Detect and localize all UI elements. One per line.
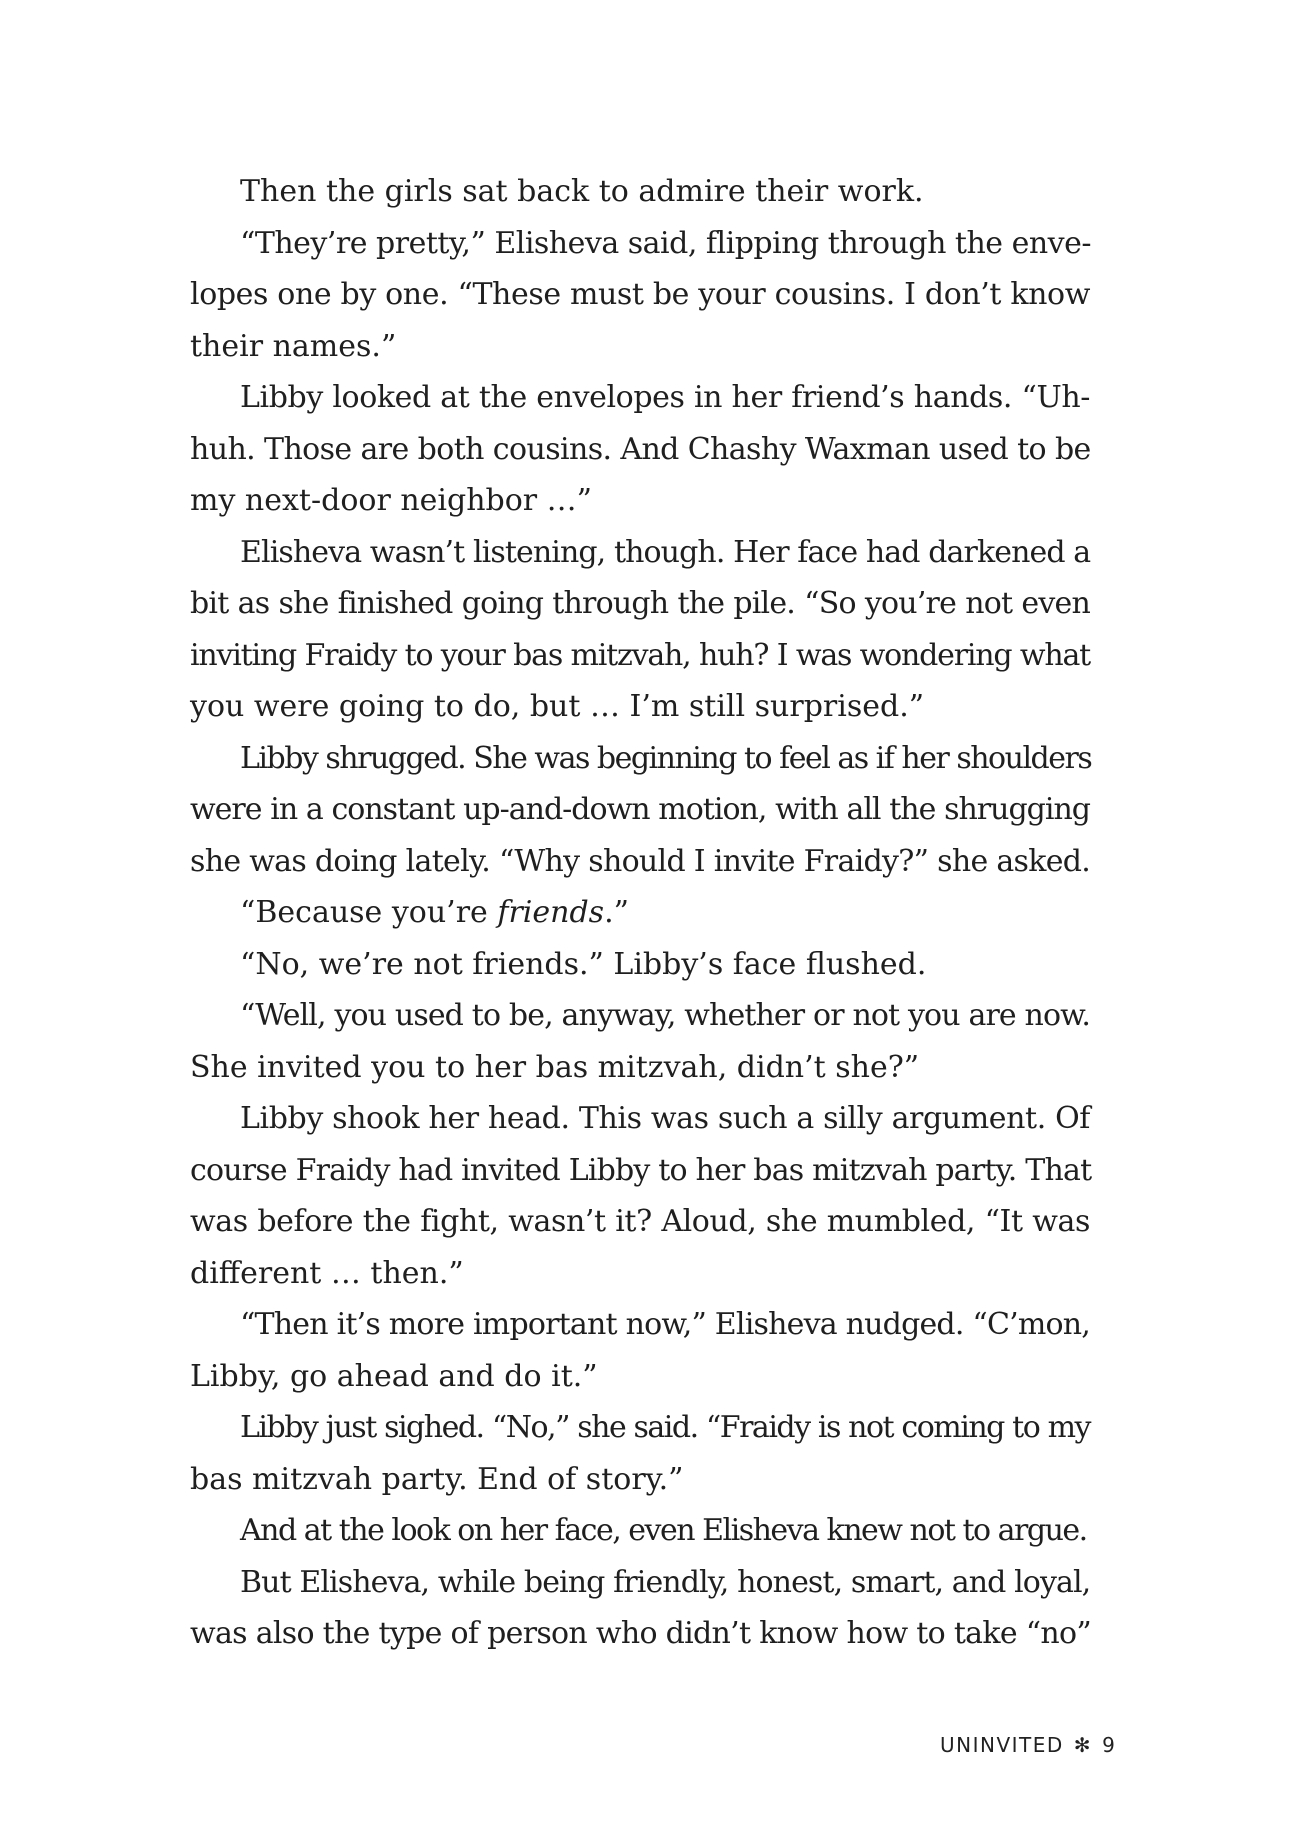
running-footer [940, 1733, 1117, 1757]
page-number: 9 [1102, 1733, 1117, 1757]
text-line: huh. Those are both cousins. And Chashy Waxman used to be [190, 431, 1091, 467]
text-line: bas mitzvah party. End of story.” [190, 1461, 684, 1497]
text-line: Libby looked at the envelopes in her friend’s hands. “Uh- [240, 380, 1090, 415]
text-line: Libby just sighed. “No,” she said. “Fraidy is not coming to my [240, 1410, 1090, 1445]
text-line: course Fraidy had invited Libby to her bas mitzvah party. That [190, 1152, 1092, 1188]
text-line: Then the girls sat back to admire their work. [240, 174, 924, 209]
text-line: their names.” [190, 328, 397, 364]
emphasis-text: friends [497, 895, 605, 930]
text-line: lopes one by one. “These must be your cousins. I don’t know [190, 277, 1090, 312]
text-line: Libby, go ahead and do it.” [190, 1358, 598, 1394]
text-line: “Then it’s more important now,” Elisheva nudged. “C’mon, [240, 1307, 1090, 1342]
text-line: bit as she finished going through the pile. “So you’re not even [190, 586, 1090, 621]
text-line: my next-door neighbor …” [190, 483, 592, 518]
text-run: .” [604, 895, 629, 930]
running-title: UNINVITED [940, 1733, 1064, 1757]
text-line: different … then.” [190, 1255, 464, 1291]
text-line: Libby shrugged. She was beginning to feel as if her shoulders [240, 740, 1092, 776]
footer-separator-icon: ✻ [1073, 1733, 1093, 1757]
text-line: And at the look on her face, even Elisheva knew not to argue. [240, 1513, 1087, 1548]
text-line: Elisheva wasn’t listening, though. Her face had darkened a [240, 534, 1091, 570]
text-line: “They’re pretty,” Elisheva said, flipping through the enve- [240, 225, 1092, 261]
text-line: Libby shook her head. This was such a silly argument. Of [240, 1101, 1090, 1136]
text-line: “Well, you used to be, anyway, whether or not you are now. [240, 998, 1090, 1033]
text-line: She invited you to her bas mitzvah, didn’t she?” [190, 1049, 920, 1085]
text-line: But Elisheva, while being friendly, honest, smart, and loyal, [240, 1564, 1091, 1600]
text-line: was also the type of person who didn’t know how to take “no” [190, 1616, 1091, 1651]
body-text [190, 166, 1090, 1660]
text-line: were in a constant up-and-down motion, with all the shrugging [190, 792, 1090, 827]
text-run: “Because you’re [240, 895, 498, 930]
text-line [190, 887, 1090, 939]
text-line: “No, we’re not friends.” Libby’s face flushed. [240, 946, 927, 982]
text-line: was before the fight, wasn’t it? Aloud, she mumbled, “It was [190, 1204, 1090, 1239]
text-line: you were going to do, but … I’m still surprised.” [190, 689, 925, 724]
text-line: she was doing lately. “Why should I invite Fraidy?” she asked. [190, 843, 1091, 879]
text-line: inviting Fraidy to your bas mitzvah, huh? I was wondering what [190, 637, 1090, 673]
